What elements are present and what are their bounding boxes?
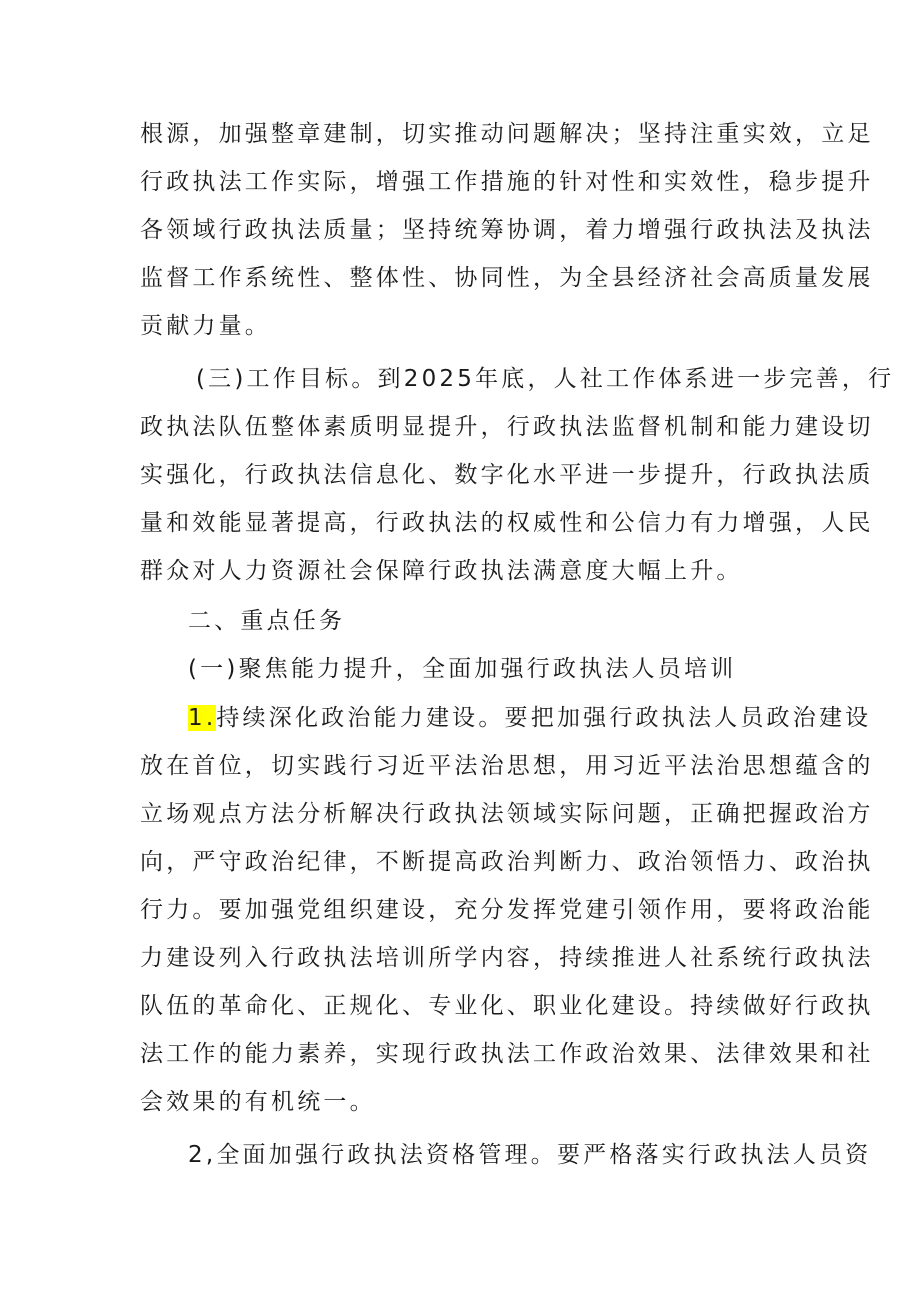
highlighted-number: 1. <box>188 705 217 731</box>
paragraph-line: 监督工作系统性、整体性、协同性，为全县经济社会高质量发展 <box>140 265 874 291</box>
paragraph-line: 立场观点方法分析解决行政执法领域实际问题，正确把握政治方 <box>140 801 874 827</box>
paragraph-line: 贡献力量。 <box>140 313 271 339</box>
item-one-paragraph <box>140 694 874 1126</box>
paragraph-line: 行力。要加强党组织建设，充分发挥党建引领作用，要将政治能 <box>140 897 874 923</box>
section-title: 二、重点任务 <box>188 608 346 634</box>
goals-paragraph <box>140 355 895 595</box>
paragraph-line: 实强化，行政执法信息化、数字化水平进一步提升，行政执法质 <box>140 462 874 488</box>
item-one-first-line: 持续深化政治能力建设。要把加强行政执法人员政治建设 <box>216 705 872 731</box>
paragraph-line: 2,全面加强行政执法资格管理。要严格落实行政执法人员资 <box>188 1142 872 1168</box>
item-two-paragraph <box>140 1131 872 1179</box>
paragraph-line: 根源，加强整章建制，切实推动问题解决；坚持注重实效，立足 <box>140 121 874 147</box>
paragraph-line: 群众对人力资源社会保障行政执法满意度大幅上升。 <box>140 558 743 584</box>
paragraph-line: 各领域行政执法质量；坚持统筹协调，着力增强行政执法及执法 <box>140 217 874 243</box>
paragraph-line: 政执法队伍整体素质明显提升，行政执法监督机制和能力建设切 <box>140 414 874 440</box>
paragraph-line: 队伍的革命化、正规化、专业化、职业化建设。持续做好行政执 <box>140 993 874 1019</box>
document-body <box>140 110 874 350</box>
paragraph-line: 力建设列入行政执法培训所学内容，持续推进人社系统行政执法 <box>140 945 874 971</box>
paragraph-line: 量和效能显著提高，行政执法的权威性和公信力有力增强，人民 <box>140 510 874 536</box>
subsection-title: (一)聚焦能力提升，全面加强行政执法人员培训 <box>188 656 737 682</box>
paragraph-line: 放在首位，切实践行习近平法治思想，用习近平法治思想蕴含的 <box>140 753 874 779</box>
paragraph-line: 法工作的能力素养，实现行政执法工作政治效果、法律效果和社 <box>140 1041 874 1067</box>
paragraph-line: (三)工作目标。到2025年底，人社工作体系进一步完善，行 <box>196 366 895 392</box>
subsection-heading <box>140 645 790 693</box>
paragraph-line: 会效果的有机统一。 <box>140 1089 376 1115</box>
paragraph-line: 向，严守政治纪律，不断提高政治判断力、政治领悟力、政治执 <box>140 849 874 875</box>
section-heading <box>140 597 790 645</box>
paragraph-line: 行政执法工作实际，增强工作措施的针对性和实效性，稳步提升 <box>140 169 874 195</box>
paragraph-line <box>140 694 872 742</box>
